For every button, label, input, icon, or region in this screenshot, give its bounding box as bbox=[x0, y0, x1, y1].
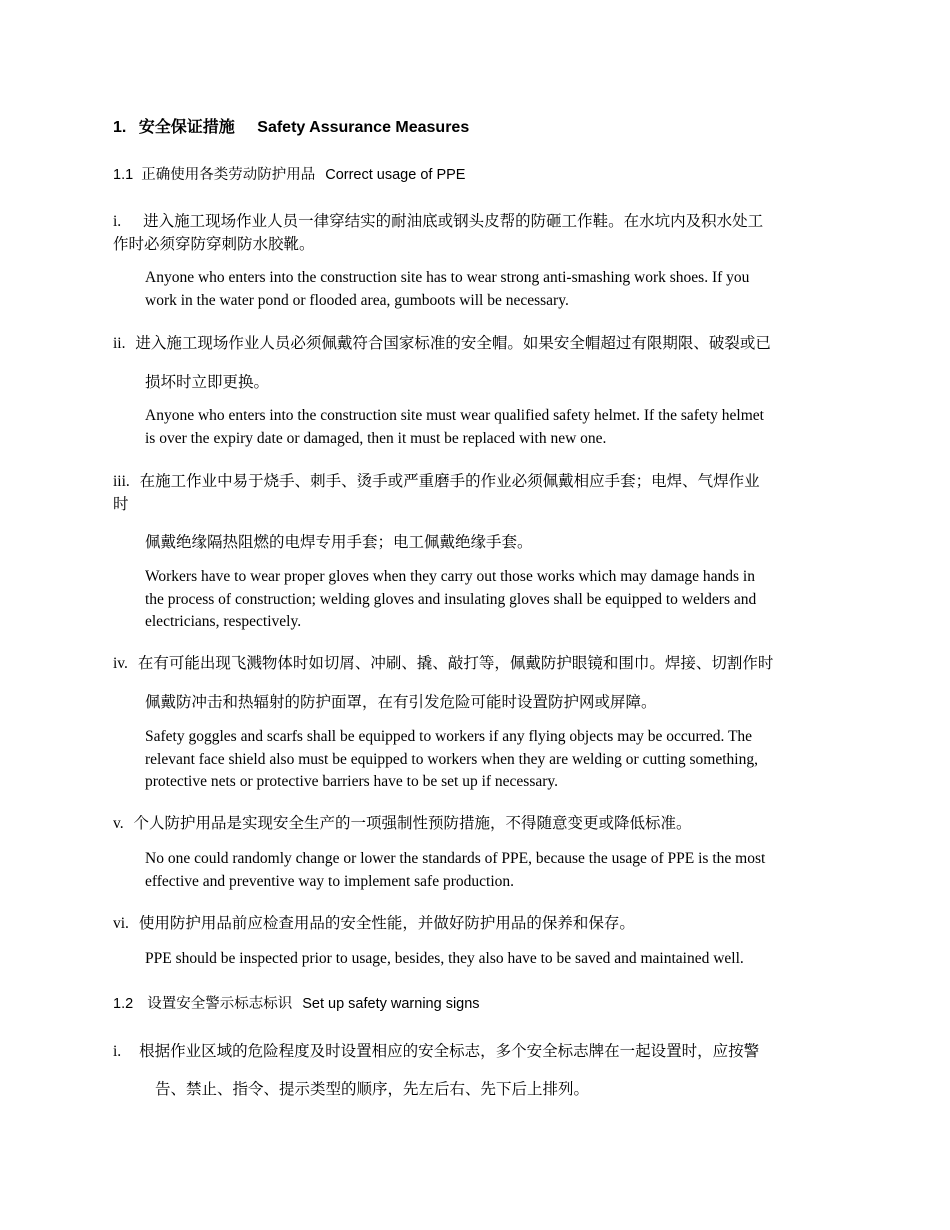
item-i-zh-line1 bbox=[113, 209, 763, 231]
item-v-zh-line1 bbox=[113, 811, 692, 833]
item-1-2-i-zh-line2: 告、禁止、指令、提示类型的顺序，先左后右、先下后上排列。 bbox=[155, 1081, 590, 1098]
list-item-text: 进入施工现场作业人员必须佩戴符合国家标准的安全帽。如果安全帽超过有限期限、破裂或已 bbox=[135, 335, 771, 352]
item-iv-en-line3: protective nets or protective barriers have to be set up if necessary. bbox=[145, 773, 559, 790]
page-title bbox=[113, 114, 469, 137]
item-1-2-i-zh-line1 bbox=[113, 1039, 759, 1061]
section-en: Set up safety warning signs bbox=[302, 996, 480, 1012]
list-marker: v. bbox=[113, 815, 124, 832]
heading-en: Safety Assurance Measures bbox=[257, 119, 470, 136]
list-item-text: 根据作业区域的危险程度及时设置相应的安全标志，多个安全标志牌在一起设置时，应按警 bbox=[139, 1043, 760, 1060]
item-iv-en-line2: relevant face shield also must be equipped to workers when they are welding or cutting something, bbox=[145, 751, 758, 768]
item-iii-en-line1: Workers have to wear proper gloves when they carry out those works which may damage hands in bbox=[145, 568, 755, 585]
item-ii-en-line1: Anyone who enters into the construction site must wear qualified safety helmet. If the safety helmet bbox=[145, 407, 764, 424]
list-marker: i. bbox=[113, 213, 122, 230]
section-zh: 设置安全警示标志标识 bbox=[147, 996, 293, 1012]
list-item-text: 个人防护用品是实现安全生产的一项强制性预防措施，不得随意变更或降低标准。 bbox=[133, 815, 692, 832]
item-v-en-line1: No one could randomly change or lower the standards of PPE, because the usage of PPE is the most bbox=[145, 850, 766, 867]
item-i-en-line1: Anyone who enters into the construction site has to wear strong anti-smashing work shoes. If you bbox=[145, 269, 750, 286]
section-zh: 正确使用各类劳动防护用品 bbox=[141, 167, 316, 183]
heading-zh: 安全保证措施 bbox=[138, 119, 235, 136]
section-1-1-heading bbox=[113, 163, 465, 184]
list-marker: i. bbox=[113, 1043, 122, 1060]
item-i-en-line2: work in the water pond or flooded area, gumboots will be necessary. bbox=[145, 292, 569, 309]
list-marker: iii. bbox=[113, 473, 130, 490]
section-1-2-heading bbox=[113, 992, 480, 1013]
section-number: 1.1 bbox=[113, 167, 134, 183]
item-iv-zh-line2: 佩戴防冲击和热辐射的防护面罩，在有引发危险可能时设置防护网或屏障。 bbox=[145, 694, 657, 711]
list-marker: iv. bbox=[113, 655, 128, 672]
item-vi-en-line1: PPE should be inspected prior to usage, besides, they also have to be saved and maintained well. bbox=[145, 950, 744, 967]
item-iv-zh-line1 bbox=[113, 651, 773, 673]
list-item-text: 使用防护用品前应检查用品的安全性能，并做好防护用品的保养和保存。 bbox=[138, 915, 635, 932]
list-item-text: 在有可能出现飞溅物体时如切屑、冲刷、撬、敲打等，佩戴防护眼镜和围巾。焊接、切割作时 bbox=[137, 655, 774, 672]
item-iii-en-line3: electricians, respectively. bbox=[145, 613, 302, 630]
list-marker: vi. bbox=[113, 915, 129, 932]
item-vi-zh-line1 bbox=[113, 911, 635, 933]
item-iv-en-line1: Safety goggles and scarfs shall be equipped to workers if any flying objects may be occurred. The bbox=[145, 728, 753, 745]
item-ii-zh-line1 bbox=[113, 331, 771, 353]
item-iii-zh-line1 bbox=[113, 469, 760, 491]
item-iii-zh-line1b: 时 bbox=[113, 496, 129, 513]
section-en: Correct usage of PPE bbox=[325, 167, 466, 183]
section-number: 1.2 bbox=[113, 996, 134, 1012]
list-marker: ii. bbox=[113, 335, 126, 352]
item-iii-zh-line2: 佩戴绝缘隔热阻燃的电焊专用手套；电工佩戴绝缘手套。 bbox=[145, 534, 533, 551]
item-iii-en-line2: the process of construction; welding gloves and insulating gloves shall be equipped to welders and bbox=[145, 591, 757, 608]
heading-number: 1. bbox=[113, 119, 127, 136]
item-ii-zh-line2: 损坏时立即更换。 bbox=[145, 374, 270, 391]
item-i-zh-line2: 作时必须穿防穿刺防水胶靴。 bbox=[113, 236, 315, 253]
item-v-en-line2: effective and preventive way to implement safe production. bbox=[145, 873, 514, 890]
item-ii-en-line2: is over the expiry date or damaged, then it must be replaced with new one. bbox=[145, 430, 607, 447]
list-item-text: 在施工作业中易于烧手、刺手、烫手或严重磨手的作业必须佩戴相应手套；电焊、气焊作业 bbox=[139, 473, 760, 490]
list-item-text: 进入施工现场作业人员一律穿结实的耐油底或钢头皮帮的防砸工作鞋。在水坑内及积水处工 bbox=[143, 213, 764, 230]
